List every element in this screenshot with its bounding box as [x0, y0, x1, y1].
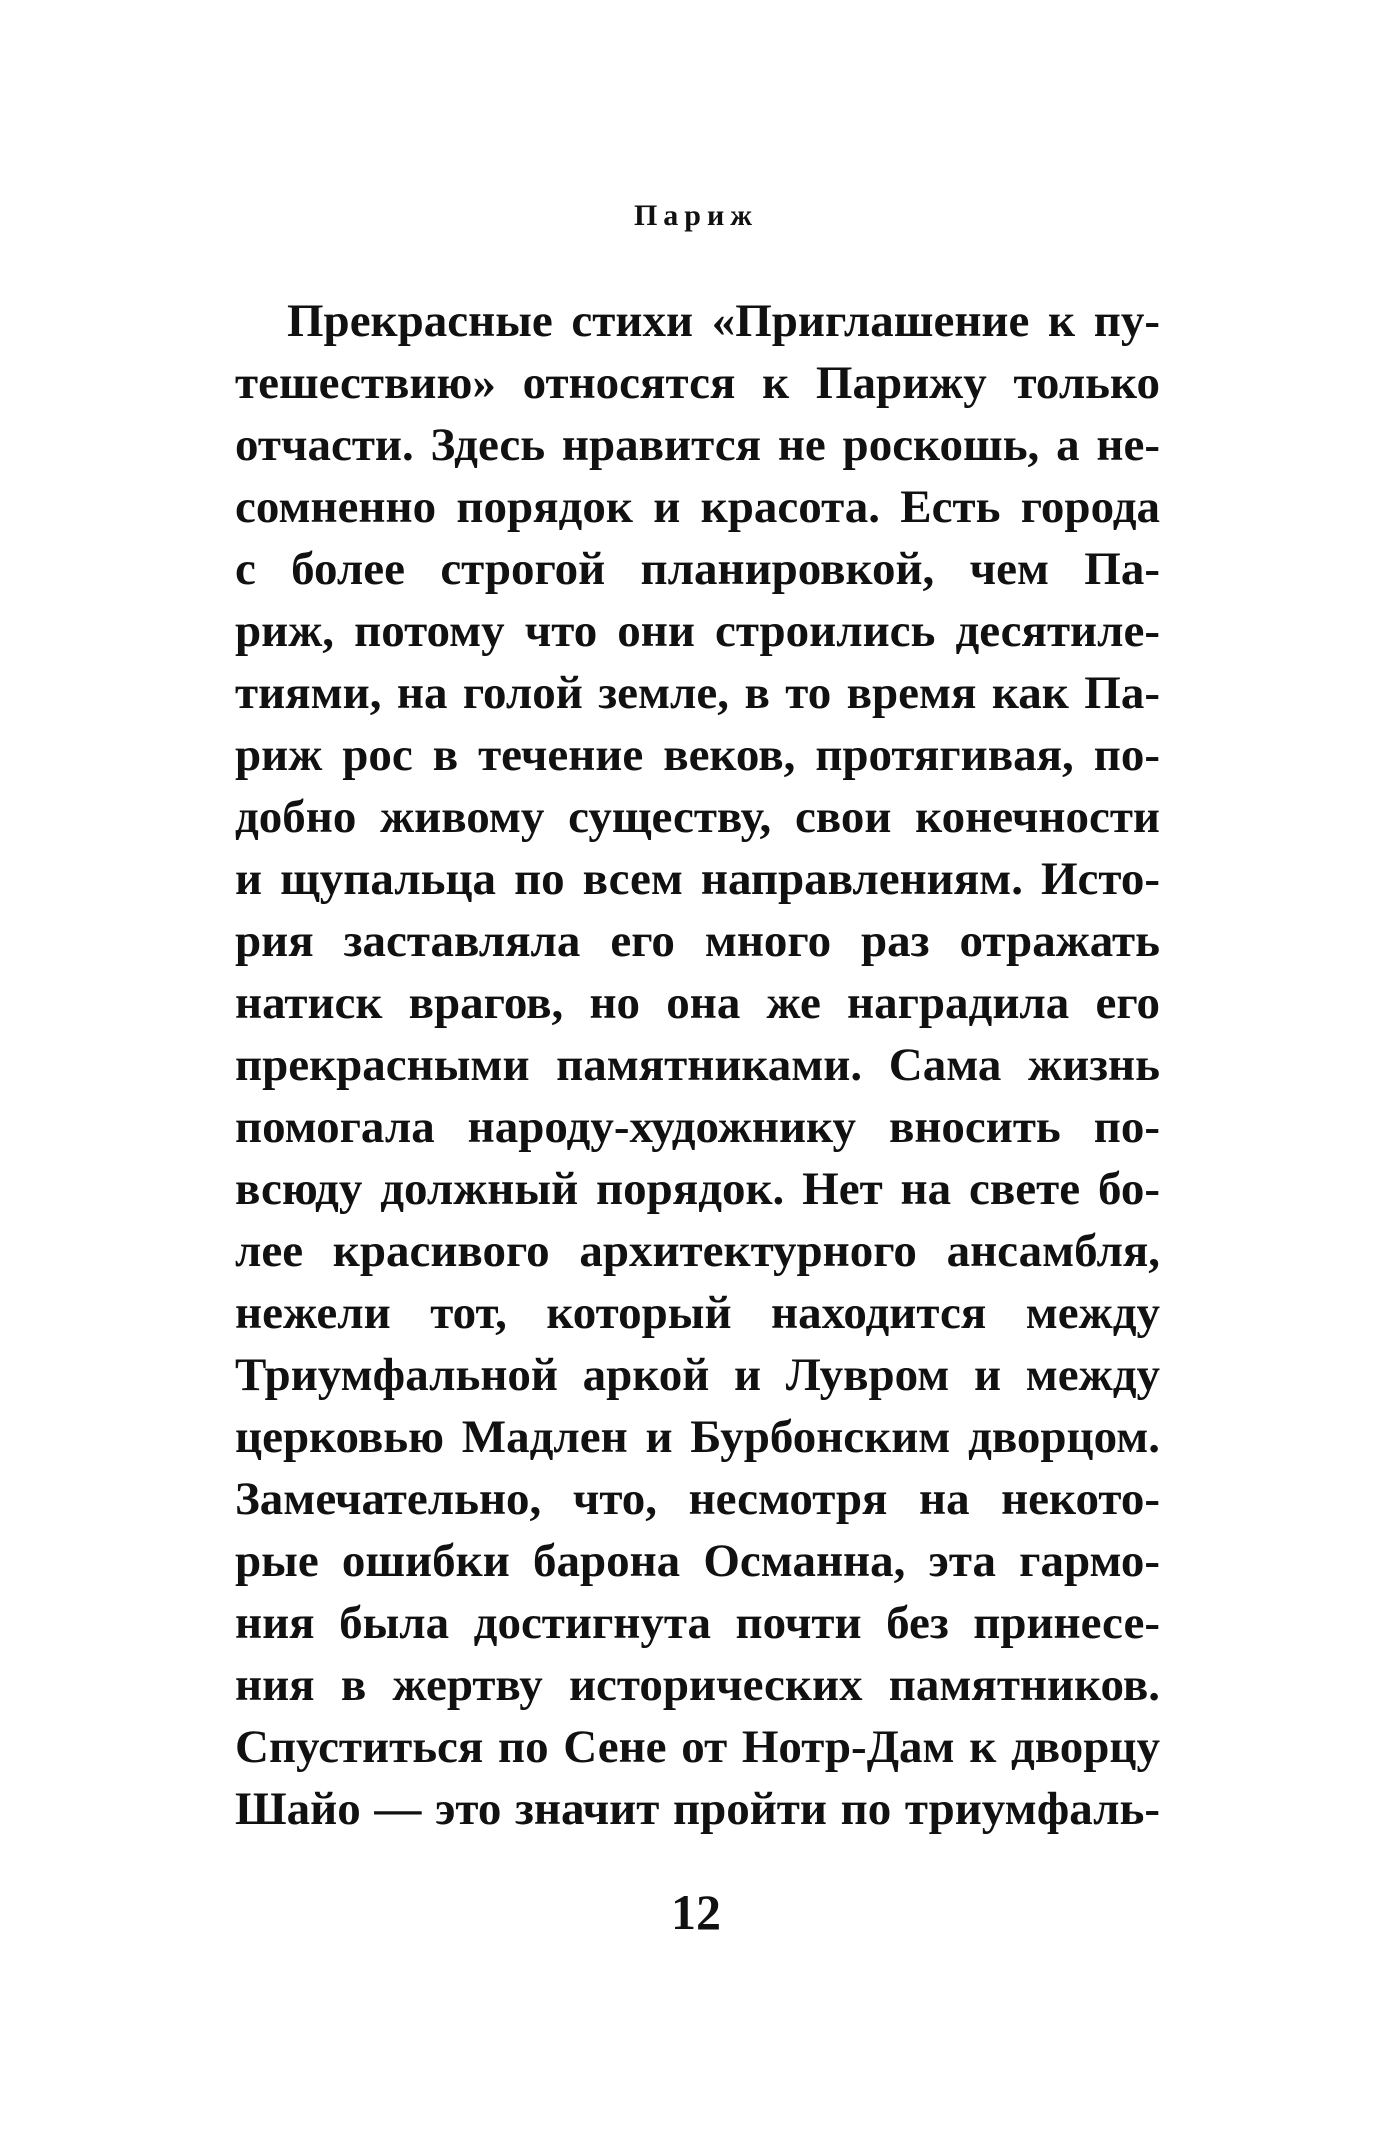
- text-line: помогала народу-художнику вносить по-: [235, 1101, 1160, 1153]
- text-line: натиск врагов, но она же наградила его: [235, 977, 1160, 1029]
- text-line: ния в жертву исторических памятников.: [235, 1659, 1160, 1711]
- text-line: Замечательно, что, несмотря на некото-: [235, 1473, 1160, 1525]
- text-line: нежели тот, который находится между: [235, 1287, 1160, 1339]
- text-line: риж, потому что они строились десятиле-: [235, 605, 1160, 657]
- text-line: тешествию» относятся к Парижу только: [235, 357, 1160, 409]
- text-line: ния была достигнута почти без принесе-: [235, 1597, 1160, 1649]
- text-line: сомненно порядок и красота. Есть города: [235, 481, 1160, 533]
- text-line: Триумфальной аркой и Лувром и между: [235, 1349, 1160, 1401]
- text-line: тиями, на голой земле, в то время как Па-: [235, 667, 1160, 719]
- text-line: рые ошибки барона Османна, эта гармо-: [235, 1535, 1160, 1587]
- text-line: Шайо — это значит пройти по триумфаль-: [235, 1783, 1160, 1835]
- text-line: с более строгой планировкой, чем Па-: [235, 543, 1160, 595]
- text-line: риж рос в течение веков, протягивая, по-: [235, 729, 1160, 781]
- text-line: отчасти. Здесь нравится не роскошь, а не-: [235, 419, 1160, 471]
- text-line: Спуститься по Сене от Нотр-Дам к дворцу: [235, 1721, 1160, 1773]
- text-line: прекрасными памятниками. Сама жизнь: [235, 1039, 1160, 1091]
- text-line: всюду должный порядок. Нет на свете бо-: [235, 1163, 1160, 1215]
- running-head: Париж: [633, 199, 759, 232]
- text-line: рия заставляла его много раз отражать: [235, 915, 1160, 967]
- text-line: и щупальца по всем направлениям. Исто-: [235, 853, 1160, 905]
- text-line: Прекрасные стихи «Приглашение к пу-: [287, 295, 1160, 347]
- page-number: 12: [671, 1884, 721, 1940]
- text-line: церковью Мадлен и Бурбонским дворцом.: [235, 1411, 1160, 1463]
- text-line: лее красивого архитектурного ансамбля,: [235, 1225, 1160, 1277]
- body-text: [235, 290, 1160, 1840]
- text-line: добно живому существу, свои конечности: [235, 791, 1160, 843]
